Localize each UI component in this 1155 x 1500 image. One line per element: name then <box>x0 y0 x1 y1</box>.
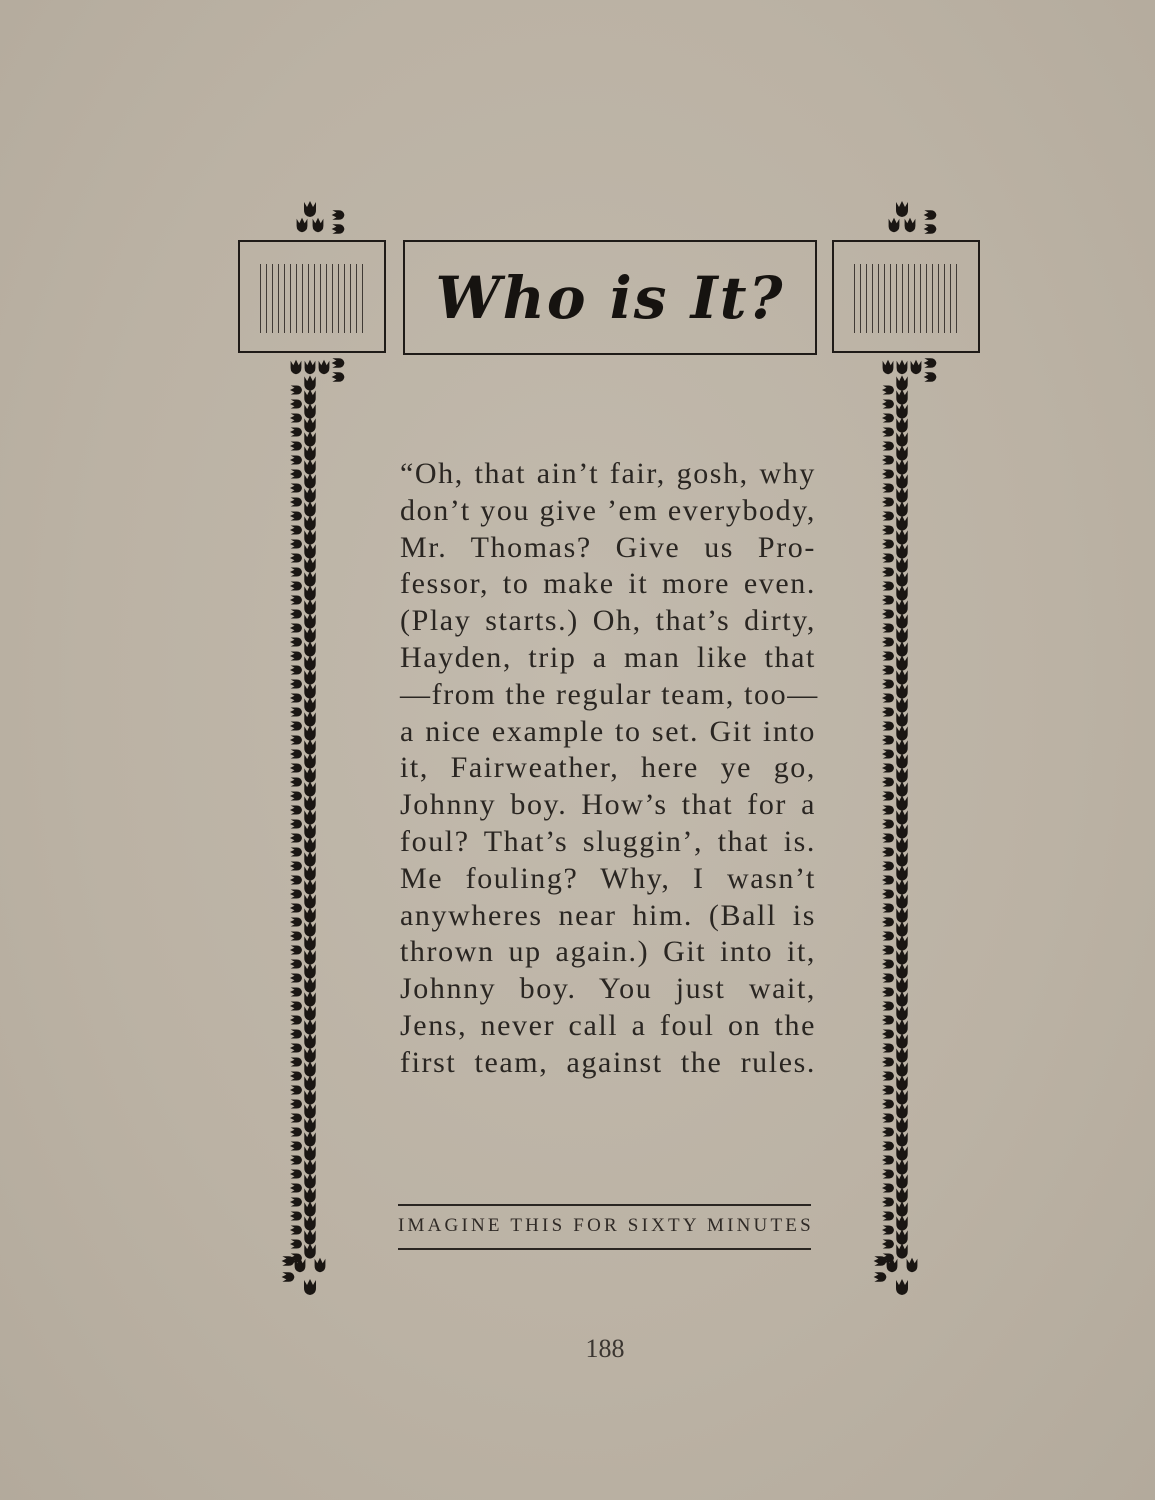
body-line: Me fouling? Why, I wasn’t <box>400 861 816 895</box>
right-tulip-border-icon <box>872 195 942 1305</box>
body-line: it, Fairweather, here ye go, <box>400 751 816 785</box>
body-line: first team, against the rules. <box>400 1045 816 1079</box>
page-title: Who is It? <box>435 263 785 332</box>
body-line: thrown up again.) Git into it, <box>400 935 816 969</box>
caption-top-rule <box>398 1204 811 1206</box>
caption-bottom-rule <box>398 1248 811 1250</box>
body-line: Hayden, trip a man like that <box>400 640 816 674</box>
body-line: “Oh, that ain’t fair, gosh, why <box>400 457 816 490</box>
body-line: Mr. Thomas? Give us Pro- <box>400 530 816 564</box>
body-line: don’t you give ’em everybody, <box>400 493 816 527</box>
page-number: 188 <box>585 1334 625 1363</box>
body-text <box>400 456 819 1082</box>
left-tulip-border-icon <box>280 195 350 1305</box>
body-line: (Play starts.) Oh, that’s dirty, <box>400 604 816 638</box>
body-line: Johnny boy. How’s that for a <box>400 788 816 822</box>
body-line: anywheres near him. (Ball is <box>400 898 816 932</box>
caption: IMAGINE THIS FOR SIXTY MINUTES <box>398 1215 814 1236</box>
title-box <box>403 240 817 355</box>
body-line: —from the regular team, too— <box>400 677 819 711</box>
body-line: fessor, to make it more even. <box>400 567 816 601</box>
body-line: Johnny boy. You just wait, <box>400 972 816 1006</box>
body-line: a nice example to set. Git into <box>400 714 816 748</box>
body-line: foul? That’s sluggin’, that is. <box>400 824 816 858</box>
body-line: Jens, never call a foul on the <box>400 1008 816 1042</box>
